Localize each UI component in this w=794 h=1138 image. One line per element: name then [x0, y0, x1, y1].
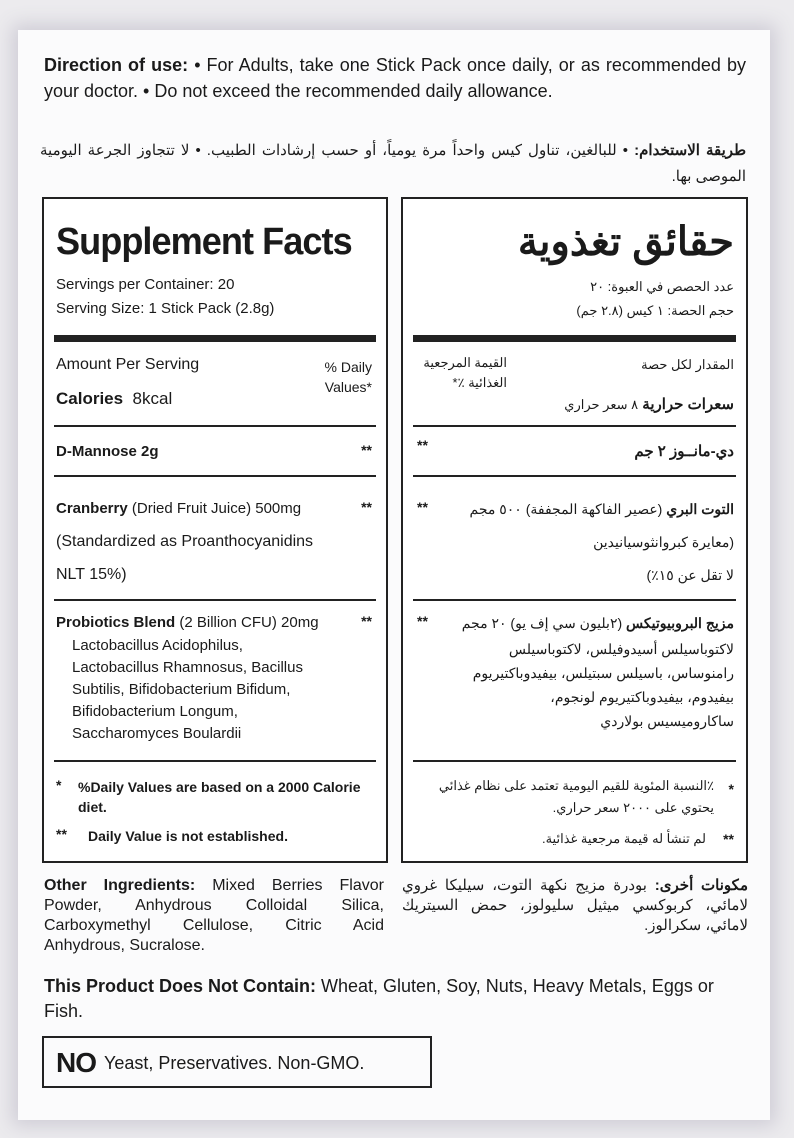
probiotics-detail: (2 Billion CFU) 20mg	[179, 614, 319, 631]
thick-divider	[413, 335, 736, 342]
divider	[54, 425, 376, 427]
directions-arabic	[40, 138, 746, 190]
allergen-text: Wheat, Gluten, Soy, Nuts, Heavy Metals, Eggs or Fish.	[44, 976, 714, 1021]
other-ingredients-arabic	[402, 876, 748, 936]
probiotic-strain: Saccharomyces Boulardii	[72, 725, 242, 742]
probiotic-strain-ar: ساكاروميسيس بولاردي	[600, 713, 734, 729]
calories-row-ar	[564, 395, 734, 415]
note-mark-ar: **	[723, 831, 734, 847]
directions-label-ar: طريقة الاستخدام:	[634, 142, 747, 159]
probiotics-row-ar	[462, 613, 734, 633]
directions-label: Direction of use:	[44, 55, 189, 75]
serving-size-ar: حجم الحصة: ١ كيس (٢.٨ جم)	[576, 303, 734, 318]
supplement-facts-panel	[42, 197, 388, 863]
other-ingredients-label-ar: مكونات أخرى:	[654, 877, 748, 894]
other-ingredients	[44, 876, 384, 956]
cranberry-detail-ar: (عصير الفاكهة المجففة) ٥٠٠ مجم	[469, 501, 663, 517]
directions-text-ar: • للبالغين، تناول كيس واحداً مرة يومياً، أو حسب إرشادات الطبيب. • لا تتجاوز الجرعة اليومية الموصى بها.	[40, 142, 746, 185]
other-ingredients-text-ar: بودرة مزيج نكهة التوت، سيليكا غروي لامائي، كربوكسي ميثيل سليولوز، حمض السيتريك لامائي، سكرالوز.	[402, 877, 748, 934]
cranberry-mark-ar: **	[417, 499, 428, 515]
cranberry-standardized: (Standardized as Proanthocyanidins	[56, 533, 314, 550]
probiotic-strain: Lactobacillus Rhamnosus, Bacillus	[72, 659, 303, 676]
supplement-facts-title: Supplement Facts	[56, 221, 352, 263]
allergen-statement	[44, 974, 750, 1024]
mannose-mark-ar: **	[417, 437, 428, 453]
cranberry-standardized-ar: (معايرة كبروانثوسيانيدين	[593, 534, 734, 550]
divider	[54, 475, 376, 477]
calories-value-ar: ٨ سعر حراري	[564, 397, 639, 412]
other-ingredients-text: Mixed Berries Flavor Powder, Anhydrous Colloidal Silica, Carboxymethyl Cellulose, Citric Acid Anhydrous, Sucralose.	[44, 877, 384, 954]
mannose-row: D-Mannose 2g	[56, 443, 159, 460]
mannose-row-ar: دي-مانــوز ٢ جم	[634, 443, 734, 460]
probiotic-strain-ar: رامنوساس، باسيلس سبتيلس، بيفيدوباكتيريوم	[472, 665, 734, 681]
servings-per-container: Servings per Container: 20	[56, 276, 235, 293]
calories-label: Calories	[56, 389, 124, 408]
probiotics-name: Probiotics Blend	[56, 614, 176, 631]
probiotic-strain: Lactobacillus Acidophilus,	[72, 637, 243, 654]
note-mark: *	[56, 777, 62, 793]
daily-values-footnote-ar: ٪النسبة المئوية للقيم اليومية تعتمد على نظام غذائي يحتوي على ٢٠٠٠ سعر حراري.	[438, 778, 714, 815]
cranberry-mark: **	[361, 499, 372, 515]
probiotic-strain-ar: بيفيدوم، بيفيدوباكتيريوم لونجوم،	[550, 689, 734, 705]
allergen-label: This Product Does Not Contain:	[44, 976, 316, 996]
cranberry-detail: (Dried Fruit Juice) 500mg	[131, 500, 302, 517]
nutrition-facts-title-ar: حقائق تغذوية	[517, 220, 734, 264]
probiotic-strain: Subtilis, Bifidobacterium Bifidum,	[72, 681, 291, 698]
mannose-mark: **	[361, 442, 372, 458]
probiotic-strain-ar: لاكتوباسيلس أسيدوفيلس، لاكتوباسيلس	[508, 641, 734, 657]
cranberry-name-ar: التوت البري	[666, 501, 734, 517]
cranberry-name: Cranberry	[56, 500, 128, 517]
free-from-badge	[42, 1036, 432, 1088]
other-ingredients-label: Other Ingredients:	[44, 877, 196, 894]
cranberry-nlt: NLT 15%)	[56, 566, 127, 583]
divider	[413, 425, 736, 427]
not-established-footnote: Daily Value is not established.	[88, 828, 288, 844]
calories-value: 8kcal	[132, 389, 173, 408]
divider	[54, 599, 376, 601]
daily-values-footnote: %Daily Values are based on a 2000 Calorie diet.	[78, 779, 361, 815]
no-word: NO	[56, 1047, 96, 1078]
probiotics-mark-ar: **	[417, 613, 428, 629]
divider	[413, 475, 736, 477]
note-mark-ar: *	[728, 781, 734, 797]
daily-values-header: % Daily Values*	[324, 359, 372, 395]
divider	[413, 760, 736, 762]
servings-per-container-ar: عدد الحصص في العبوة: ٢٠	[590, 279, 734, 294]
calories-label-ar: سعرات حرارية	[642, 396, 734, 413]
probiotic-strain: Bifidobacterium Longum,	[72, 703, 238, 720]
divider	[413, 599, 736, 601]
probiotics-mark: **	[361, 613, 372, 629]
note-mark: **	[56, 826, 67, 842]
cranberry-row	[56, 499, 301, 519]
directions-english	[44, 52, 746, 104]
directions-text: • For Adults, take one Stick Pack once daily, or as recommended by your doctor. • Do not exceed the recommended daily allowance.	[44, 55, 747, 101]
amount-per-serving-label: Amount Per Serving	[56, 356, 200, 373]
daily-values-header-ar: القيمة المرجعية الغذائية ٪*	[423, 355, 507, 390]
probiotics-detail-ar: (٢بليون سي إف يو) ٢٠ مجم	[461, 615, 623, 631]
probiotics-name-ar: مزيج البروبيوتيكس	[626, 615, 734, 631]
divider	[54, 760, 376, 762]
thick-divider	[54, 335, 376, 342]
calories-row	[56, 389, 172, 409]
free-from-text: Yeast, Preservatives. Non-GMO.	[104, 1053, 365, 1073]
not-established-footnote-ar: لم تنشأ له قيمة مرجعية غذائية.	[541, 831, 706, 846]
serving-size: Serving Size: 1 Stick Pack (2.8g)	[56, 300, 275, 317]
probiotics-row	[56, 613, 319, 633]
cranberry-nlt-ar: لا تقل عن ١٥٪)	[646, 567, 734, 583]
amount-per-serving-ar: المقدار لكل حصة	[641, 357, 734, 372]
cranberry-row-ar	[470, 499, 734, 519]
nutrition-facts-panel-arabic	[401, 197, 748, 863]
